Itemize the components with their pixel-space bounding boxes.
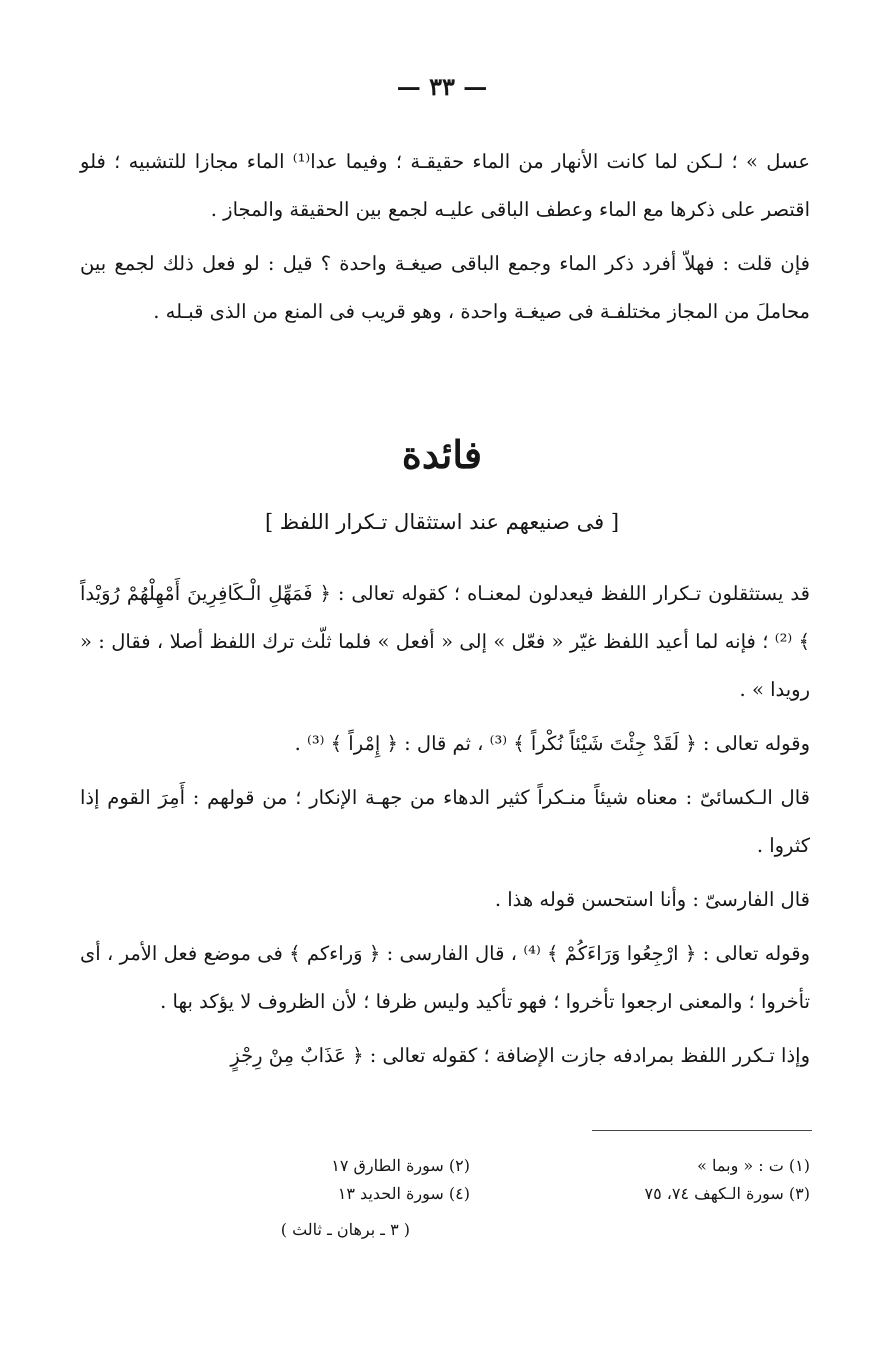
section-heading: فائدة [401, 432, 483, 477]
paragraph: فإن قلت : فهلاّ أفرد ذكر الماء وجمع الباقى صيغـة واحدة ؟ قيل : لو فعل ذلك لجمع بين محاملَ من المجاز مختلفـة فى صيغـة واحدة ، وهو قريب فى المنع من الذى قبـله . [80, 252, 810, 323]
paragraph: وإذا تـكرر اللفظ بمرادفه جازت الإضافة ؛ كقوله تعالى : ﴿ عَذَابٌ مِنْ رِجْزٍ [230, 1044, 810, 1067]
signature-mark: ( ٣ ـ برهان ـ ثالث ) [280, 1220, 410, 1239]
paragraph: وقوله تعالى : ﴿ ارْجِعُوا وَرَاءَكُمْ ﴾ ⁽⁴⁾ ، قال الفارسى : ﴿ وَراءكم ﴾ فى موضع فعل الأمر ، أى تأخروا ؛ والمعنى ارجعوا تأخروا ؛ فهو تأكيد وليس ظرفا ؛ لأن الظروف لا يؤكد بها . [80, 942, 810, 1013]
text-block-top [80, 138, 810, 342]
page-number: — ٣٣ — [396, 72, 488, 101]
footnote-row [80, 1152, 810, 1180]
footnote-divider [592, 1130, 812, 1131]
paragraph: وقوله تعالى : ﴿ لَقَدْ جِئْتَ شَيْئاً نُكْراً ﴾ ⁽³⁾ ، ثم قال : ﴿ إِمْراً ﴾ ⁽³⁾ . [294, 732, 810, 755]
footnote: (٤) سورة الحديد ١٣ [337, 1184, 470, 1203]
paragraph: قال الـكسائىّ : معناه شيئاً منـكراً كثير الدهاء من جهـة الإنكار ؛ من قولهم : أَمِرَ القوم إذا كثروا . [80, 786, 810, 857]
section-subheading: [ فى صنيعهم عند استثقال تـكرار اللفظ ] [264, 510, 620, 534]
paragraph: عسل » ؛ لـكن لما كانت الأنهار من الماء حقيقـة ؛ وفيما عدا⁽¹⁾ الماء مجازا للتشبيه ؛ فلو اقتصر على ذكرها مع الماء وعطف الباقى عليـه لجمع بين الحقيقة والمجاز . [80, 150, 810, 221]
paragraph: قال الفارسىّ : وأنا استحسن قوله هذا . [494, 888, 810, 911]
footnote: (٣) سورة الـكهف ٧٤، ٧٥ [644, 1184, 810, 1203]
paragraph: قد يستثقلون تـكرار اللفظ فيعدلون لمعنـاه ؛ كقوله تعالى : ﴿ فَمَهِّلِ الْـكَافِرِينَ أَمْهِلْهُمْ رُوَيْداً ﴾ ⁽²⁾ ؛ فإنه لما أعيد اللفظ غيّر « فعّل » إلى « أفعل » فلما ثلّث ترك اللفظ أصلا ، فقال : « رويدا » . [80, 582, 810, 701]
text-block-bottom [80, 570, 810, 1086]
footnote: (٢) سورة الطارق ١٧ [331, 1156, 470, 1175]
footnote-row [80, 1180, 810, 1208]
footnotes [80, 1152, 810, 1208]
footnote: (١) ت : « وبما » [697, 1156, 810, 1175]
